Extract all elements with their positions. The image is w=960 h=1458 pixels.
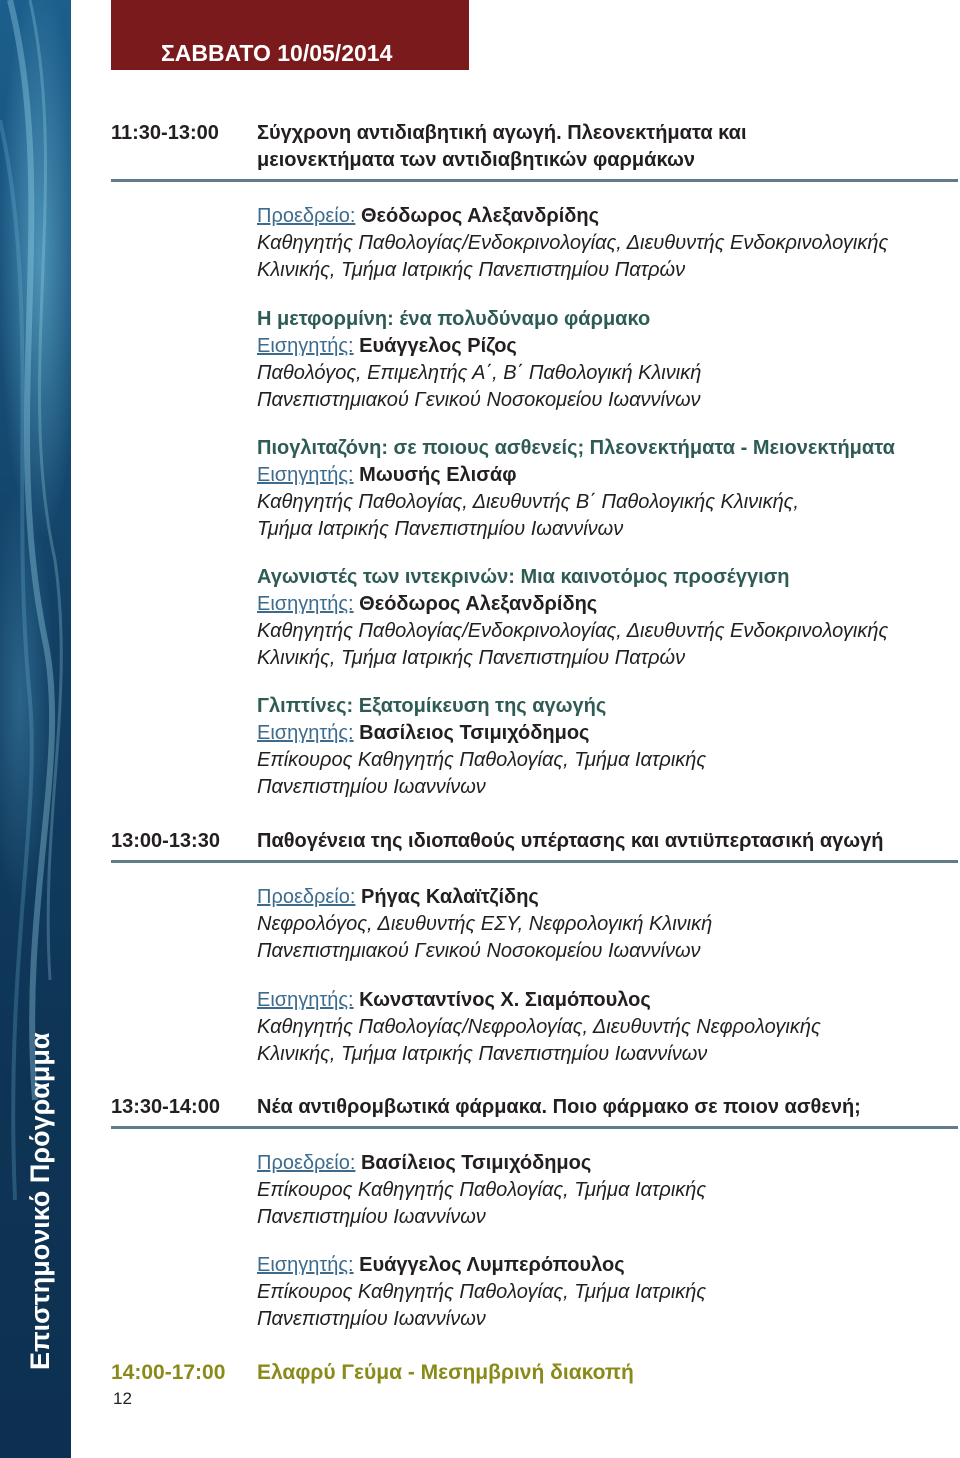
session-title-line: Σύγχρονη αντιδιαβητική αγωγή. Πλεονεκτήματα και: [257, 122, 747, 144]
date-banner: [111, 0, 469, 70]
talk-block: [257, 435, 895, 543]
affiliation-line: Νεφρολόγος, Διευθυντής ΕΣΥ, Νεφρολογική Κλινική: [257, 913, 713, 935]
speaker-name: Ευάγγελος Ρίζος: [359, 335, 517, 357]
speaker-name: Ευάγγελος Λυμπερόπουλος: [359, 1254, 625, 1276]
session-time: 11:30-13:00: [111, 122, 219, 144]
speaker-label: Εισηγητής:: [257, 593, 354, 615]
speaker-label: Εισηγητής:: [257, 335, 354, 357]
affiliation-line: Κλινικής, Τμήμα Ιατρικής Πανεπιστημίου Ιωαννίνων: [257, 1043, 708, 1065]
talk-title: Η μετφορμίνη: ένα πολυδύναμο φάρμακο: [257, 308, 651, 330]
chair-label: Προεδρείο:: [257, 205, 356, 227]
lunch-time: 14:00-17:00: [111, 1361, 226, 1384]
session-title: [257, 120, 747, 174]
speaker-label: Εισηγητής:: [257, 989, 354, 1011]
affiliation-line: Πανεπιστημίου Ιωαννίνων: [257, 776, 486, 798]
speaker-name: Μωυσής Ελισάφ: [359, 464, 517, 486]
speaker-label: Εισηγητής:: [257, 722, 354, 744]
talk-title: Γλιπτίνες: Εξατομίκευση της αγωγής: [257, 695, 607, 717]
chair-name: Θεόδωρος Αλεξανδρίδης: [360, 205, 600, 227]
affiliation-line: Επίκουρος Καθηγητής Παθολογίας, Τμήμα Ιατρικής: [257, 1179, 707, 1201]
affiliation-line: Πανεπιστημιακού Γενικού Νοσοκομείου Ιωαννίνων: [257, 940, 701, 962]
session-time: 13:00-13:30: [111, 830, 220, 852]
affiliation-line: Επίκουρος Καθηγητής Παθολογίας, Τμήμα Ιατρικής: [257, 749, 707, 771]
speaker-label: Εισηγητής:: [257, 1254, 354, 1276]
speaker-label: Εισηγητής:: [257, 464, 354, 486]
talk-block: [257, 564, 888, 672]
session-divider: [111, 860, 958, 863]
speaker-block: [257, 1252, 706, 1333]
affiliation-line: Παθολόγος, Επιμελητής Α΄, Β΄ Παθολογική Κλινική: [257, 362, 702, 384]
sidebar: [0, 0, 71, 1458]
affiliation-line: Πανεπιστημίου Ιωαννίνων: [257, 1308, 486, 1330]
date-label: ΣΑΒΒΑΤΟ 10/05/2014: [161, 40, 393, 66]
affiliation-line: Κλινικής, Τμήμα Ιατρικής Πανεπιστημίου Πατρών: [257, 259, 686, 281]
chair-name: Βασίλειος Τσιμιχόδημος: [360, 1152, 592, 1174]
lunch-title: Ελαφρύ Γεύμα - Μεσημβρινή διακοπή: [257, 1361, 634, 1384]
talk-block: [257, 693, 706, 801]
session-divider: [111, 1126, 958, 1129]
chair-block: [257, 203, 888, 284]
speaker-block: [257, 987, 821, 1068]
affiliation-line: Κλινικής, Τμήμα Ιατρικής Πανεπιστημίου Πατρών: [257, 647, 686, 669]
session-title-line: μειονεκτήματα των αντιδιαβητικών φαρμάκων: [257, 149, 695, 171]
speaker-name: Βασίλειος Τσιμιχόδημος: [359, 722, 590, 744]
session-time: 13:30-14:00: [111, 1096, 220, 1118]
speaker-name: Κωνσταντίνος Χ. Σιαμόπουλος: [359, 989, 651, 1011]
affiliation-line: Πανεπιστημίου Ιωαννίνων: [257, 1206, 486, 1228]
session-divider: [111, 179, 958, 182]
chair-name: Ρήγας Καλαϊτζίδης: [360, 886, 539, 908]
chair-block: [257, 1150, 706, 1231]
affiliation-line: Καθηγητής Παθολογίας/Νεφρολογίας, Διευθυντής Νεφρολογικής: [257, 1016, 821, 1038]
page-number: 12: [113, 1389, 132, 1408]
talk-title: Πιογλιταζόνη: σε ποιους ασθενείς; Πλεονεκτήματα - Μειονεκτήματα: [257, 437, 895, 459]
session-title: Παθογένεια της ιδιοπαθούς υπέρτασης και αντιϋπερτασική αγωγή: [257, 830, 884, 852]
sidebar-title: Επιστημονικό Πρόγραμμα: [25, 1032, 55, 1370]
affiliation-line: Καθηγητής Παθολογίας/Ενδοκρινολογίας, Διευθυντής Ενδοκρινολογικής: [257, 620, 889, 642]
chair-block: [257, 884, 712, 965]
affiliation-line: Πανεπιστημιακού Γενικού Νοσοκομείου Ιωαννίνων: [257, 389, 701, 411]
chair-label: Προεδρείο:: [257, 886, 356, 908]
affiliation-line: Καθηγητής Παθολογίας/Ενδοκρινολογίας, Διευθυντής Ενδοκρινολογικής: [257, 232, 889, 254]
talk-title: Αγωνιστές των ιντεκρινών: Μια καινοτόμος προσέγγιση: [257, 566, 790, 588]
affiliation-line: Τμήμα Ιατρικής Πανεπιστημίου Ιωαννίνων: [257, 518, 624, 540]
affiliation-line: Καθηγητής Παθολογίας, Διευθυντής Β΄ Παθολογικής Κλινικής,: [257, 491, 799, 513]
speaker-name: Θεόδωρος Αλεξανδρίδης: [359, 593, 598, 615]
session-title: Νέα αντιθρομβωτικά φάρμακα. Ποιο φάρμακο σε ποιον ασθενή;: [257, 1096, 861, 1118]
chair-label: Προεδρείο:: [257, 1152, 356, 1174]
affiliation-line: Επίκουρος Καθηγητής Παθολογίας, Τμήμα Ιατρικής: [257, 1281, 707, 1303]
talk-block: [257, 306, 701, 414]
